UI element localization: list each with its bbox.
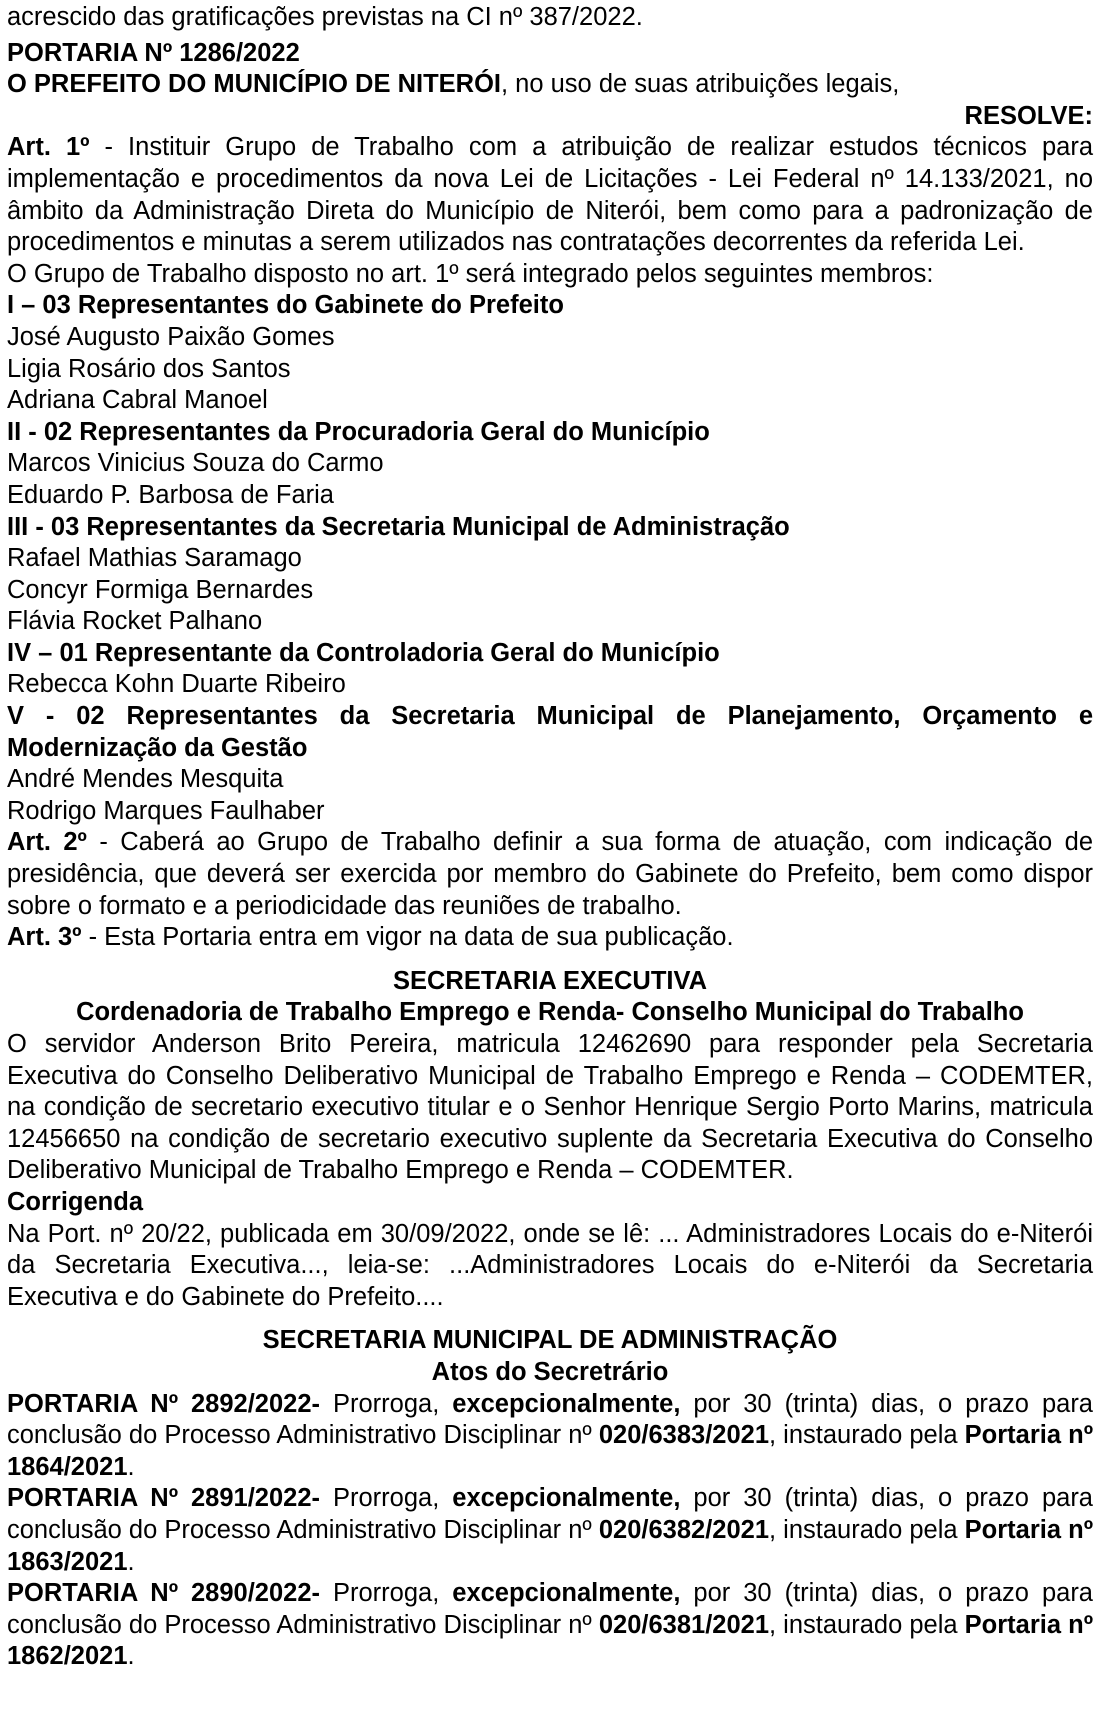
group-v-heading: V - 02 Representantes da Secretaria Municipal de Planejamento, Orçamento e Modernização da Gestão xyxy=(7,702,1093,762)
portaria-1286-title: PORTARIA Nº 1286/2022 xyxy=(7,38,300,67)
portaria-text: por 30 (trinta) dias, o prazo para conclusão do Processo Administrativo Disciplinar nº xyxy=(7,1484,1093,1544)
art1-text: - Instituir Grupo de Trabalho com a atribuição de realizar estudos técnicos para implementação e procedimentos da nova Lei de Licitações - Lei Federal nº 14.133/2021, no âmbito da Administração Direta do Município de Niterói, bem como para a padronização de procedimentos e minutas a serem utilizados nas contratações decorrentes da referida Lei. xyxy=(7,133,1094,257)
art2-text: - Caberá ao Grupo de Trabalho definir a sua forma de atuação, com indicação de presidência, que deverá ser exercida por membro do Gabinete do Prefeito, bem como dispor sobre o formato e a periodicidade das reuniões de trabalho. xyxy=(7,828,1094,920)
portaria-2890-paragraph xyxy=(7,1578,1093,1673)
member-name: André Mendes Mesquita xyxy=(7,765,284,794)
coordenadoria-heading: Cordenadoria de Trabalho Emprego e Renda- Conselho Municipal do Trabalho xyxy=(76,998,1024,1027)
processo-number: 020/6381/2021 xyxy=(598,1610,770,1639)
member-name: Adriana Cabral Manoel xyxy=(7,386,268,415)
corrigenda-paragraph: Na Port. nº 20/22, publicada em 30/09/2022, onde se lê: ... Administradores Locais do e-Niterói da Secretaria Executiva..., leia-se: ...Administradores Locais do e-Niterói da Secretaria Executiva e do Gabinete do Prefeito.... xyxy=(7,1219,1093,1311)
member-name: Eduardo P. Barbosa de Faria xyxy=(7,480,334,509)
portaria-ref: Portaria nº 1864/2021 xyxy=(7,1421,1094,1481)
prefeito-bold: O PREFEITO DO MUNICÍPIO DE NITERÓI xyxy=(7,70,501,99)
portaria-text: Prorroga, xyxy=(320,1389,453,1418)
sma-heading: SECRETARIA MUNICIPAL DE ADMINISTRAÇÃO xyxy=(262,1326,838,1355)
portaria-text: Prorroga, xyxy=(320,1484,453,1513)
grupo-text: O Grupo de Trabalho disposto no art. 1º será integrado pelos seguintes membros: xyxy=(7,259,934,288)
member-name: Flávia Rocket Palhano xyxy=(7,607,263,636)
member-name: Rebecca Kohn Duarte Ribeiro xyxy=(7,670,346,699)
portaria-ref: Portaria nº 1863/2021 xyxy=(7,1515,1094,1576)
member-name: Rafael Mathias Saramago xyxy=(7,544,302,573)
portaria-excep: excepcionalmente, xyxy=(452,1389,681,1418)
portaria-number: PORTARIA Nº 2891/2022- xyxy=(7,1484,321,1513)
prefeito-line xyxy=(7,69,1093,101)
portaria-text: por 30 (trinta) dias, o prazo para conclusão do Processo Administrativo Disciplinar nº xyxy=(7,1579,1093,1639)
portaria-end: . xyxy=(127,1642,135,1671)
member-name: Ligia Rosário dos Santos xyxy=(7,354,291,383)
secretaria-executiva-heading: SECRETARIA EXECUTIVA xyxy=(392,966,708,995)
portaria-excep: excepcionalmente, xyxy=(452,1484,681,1513)
art2-paragraph xyxy=(7,827,1093,922)
member-name: Concyr Formiga Bernardes xyxy=(7,575,314,604)
servidor-paragraph: O servidor Anderson Brito Pereira, matricula 12462690 para responder pela Secretaria Executiva do Conselho Deliberativo Municipal de Trabalho Emprego e Renda – CODEMTER, na condição de secretario executivo titular e o Senhor Henrique Sergio Porto Marins, matricula 12456650 na condição de secretario executivo suplente da Secretaria Executiva do Conselho Deliberativo Municipal de Trabalho Emprego e Renda – CODEMTER. xyxy=(7,1030,1093,1185)
portaria-end: . xyxy=(127,1452,135,1481)
art1-label: Art. 1º xyxy=(7,133,90,162)
group-ii-heading: II - 02 Representantes da Procuradoria Geral do Município xyxy=(7,417,710,446)
portaria-number: PORTARIA Nº 2892/2022- xyxy=(7,1389,321,1418)
portaria-2892-paragraph xyxy=(7,1389,1093,1484)
art1-paragraph xyxy=(7,132,1093,258)
portaria-end: . xyxy=(127,1547,135,1576)
portaria-ref: Portaria nº 1862/2021 xyxy=(7,1610,1094,1671)
portaria-text: , instaurado pela xyxy=(769,1610,965,1639)
portaria-text: , instaurado pela xyxy=(769,1421,965,1450)
atos-heading: Atos do Secretrário xyxy=(431,1357,669,1386)
group-iv-heading: IV – 01 Representante da Controladoria Geral do Município xyxy=(7,638,720,667)
portaria-text: Prorroga, xyxy=(320,1579,453,1608)
portaria-excep: excepcionalmente, xyxy=(452,1579,681,1608)
group-i-heading: I – 03 Representantes do Gabinete do Prefeito xyxy=(7,291,564,320)
portaria-number: PORTARIA Nº 2890/2022- xyxy=(7,1579,321,1608)
art3-paragraph xyxy=(7,922,1093,954)
member-name: Marcos Vinicius Souza do Carmo xyxy=(7,449,384,478)
portaria-text: por 30 (trinta) dias, o prazo para conclusão do Processo Administrativo Disciplinar nº xyxy=(7,1389,1093,1450)
art3-label: Art. 3º xyxy=(7,923,82,952)
intro-line: acrescido das gratificações previstas na CI nº 387/2022. xyxy=(7,3,643,31)
member-name: José Augusto Paixão Gomes xyxy=(7,322,335,351)
art3-text: - Esta Portaria entra em vigor na data de sua publicação. xyxy=(81,923,734,952)
corrigenda-title: Corrigenda xyxy=(7,1187,144,1216)
prefeito-rest: , no uso de suas atribuições legais, xyxy=(501,70,900,99)
portaria-text: , instaurado pela xyxy=(769,1515,965,1544)
art2-label: Art. 2º xyxy=(7,828,87,857)
portaria-2891-paragraph xyxy=(7,1483,1093,1578)
member-name: Rodrigo Marques Faulhaber xyxy=(7,796,325,825)
processo-number: 020/6382/2021 xyxy=(598,1515,770,1544)
resolve-label: RESOLVE: xyxy=(964,101,1093,130)
processo-number: 020/6383/2021 xyxy=(598,1421,770,1450)
group-iii-heading: III - 03 Representantes da Secretaria Municipal de Administração xyxy=(7,512,790,541)
